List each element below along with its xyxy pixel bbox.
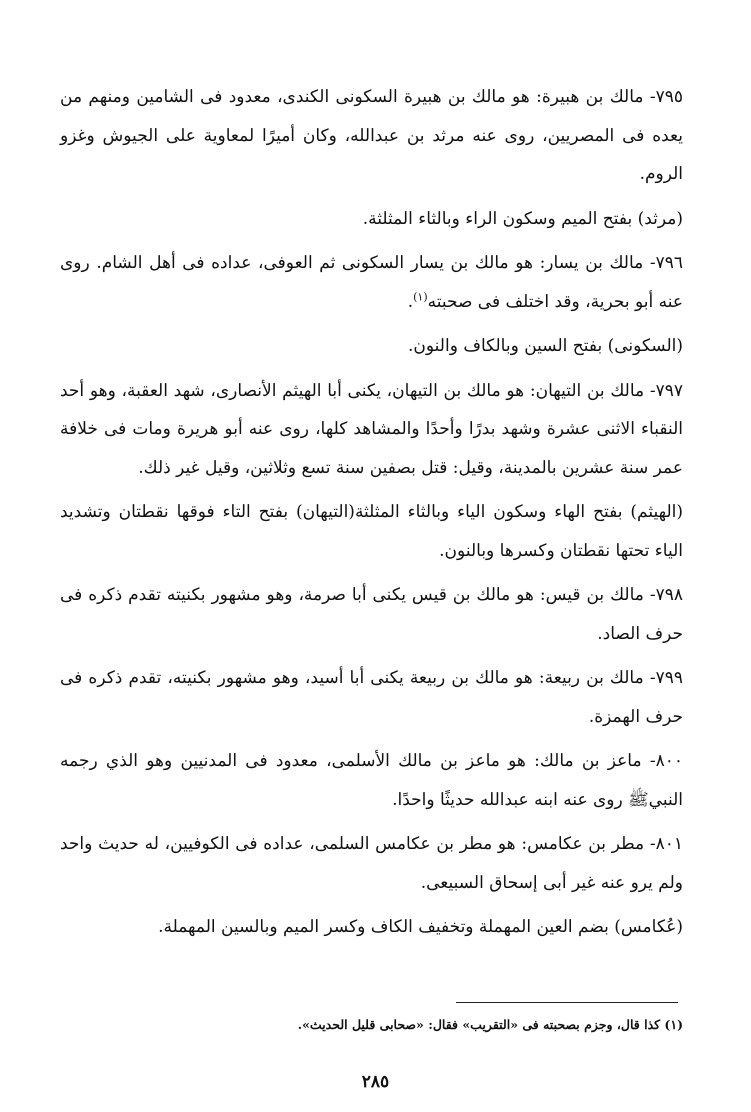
entry-796 bbox=[60, 244, 683, 321]
entry-800 bbox=[60, 742, 683, 819]
main-text bbox=[60, 78, 683, 953]
entry-note-text: (عُكامس) بضم العين المهملة وتخفيف الكاف وكسر الميم وبالسين المهملة. bbox=[158, 917, 683, 937]
footnote: (١) كذا قال، وجزم بصحبته فى «التقريب» فقال: «صحابى قليل الحديث». bbox=[297, 1017, 683, 1032]
entry-795-note bbox=[60, 200, 683, 239]
entry-note-text: (مرثد) بفتح الميم وسكون الراء وبالثاء المثلثة. bbox=[362, 208, 683, 229]
entry-text: هو مالك بن يسار السكونى ثم العوفى، عداده فى أهل الشام. روى عنه أبو بحرية، وقد اختلف فى صحبته bbox=[60, 253, 683, 312]
entry-heading: ٧٩٦- مالك بن يسار: bbox=[539, 253, 684, 273]
entry-796-note bbox=[60, 327, 683, 366]
page-number: ٢٨٥ bbox=[361, 1072, 390, 1092]
entry-795 bbox=[60, 78, 683, 194]
entry-heading: ٨٠١- مطر بن عكامس: bbox=[521, 834, 683, 854]
entry-heading: ٨٠٠- ماعز بن مالك: bbox=[534, 751, 683, 771]
entry-797 bbox=[60, 372, 683, 488]
entry-heading: ٧٩٩- مالك بن ربيعة: bbox=[538, 668, 683, 688]
entry-797-note bbox=[60, 493, 683, 570]
entry-text: هو مالك بن التيهان، يكنى أبا الهيثم الأنصارى، شهد العقبة، وهو أحد النقباء الاثنى عشرة وشهد بدرًا وأحدًا والمشاهد كلها، روى عنه أبو هريرة ومات فى خلافة عمر سنة عشرين بالمدينة، وقيل: قتل بصفين سنة تسع وثلاثين، وقيل غير ذلك. bbox=[60, 380, 683, 478]
entry-text-tail: . bbox=[407, 291, 414, 312]
footnote-divider bbox=[456, 1002, 678, 1003]
entry-text: هو مالك بن قيس يكنى أبا صرمة، وهو مشهور بكنيته تقدم ذكره فى حرف الصاد. bbox=[60, 585, 683, 644]
entry-note-text: (الهيثم) بفتح الهاء وسكون الياء وبالثاء المثلثة(التيهان) بفتح التاء فوقها نقطتان وتشديد الياء تحتها نقطتان وكسرها وبالنون. bbox=[60, 502, 683, 561]
entry-note-text: (السكونى) بفتح السين وبالكاف والنون. bbox=[408, 336, 683, 356]
entry-801-note bbox=[60, 908, 683, 947]
entry-heading: ٧٩٨- مالك بن قيس: bbox=[539, 585, 684, 605]
entry-text: هو مالك بن ربيعة يكنى أبا أسيد، وهو مشهور بكنيته، تقدم ذكره فى حرف الهمزة. bbox=[60, 668, 683, 727]
entry-text: هو مطر بن عكامس السلمى، عداده فى الكوفيين، له حديث واحد ولم يرو عنه غير أبى إسحاق السبيعى. bbox=[60, 834, 683, 893]
entry-text: هو ماعز بن مالك الأسلمى، معدود فى المدنيين وهو الذي رجمه النبيﷺ روى عنه ابنه عبدالله حديثًا واحدًا. bbox=[60, 751, 683, 810]
entry-799 bbox=[60, 659, 683, 736]
entry-text: هو مالك بن هبيرة السكونى الكندى، معدود فى الشامين ومنهم من يعده فى المصريين، روى عنه مرثد بن عبدالله، وكان أميرًا لمعاوية على الجيوش وغزو الروم. bbox=[60, 87, 683, 184]
entry-heading: ٧٩٥- مالك بن هبيرة: bbox=[536, 87, 683, 107]
entry-798 bbox=[60, 576, 683, 653]
footnote-ref[interactable]: (١) bbox=[413, 289, 428, 303]
entry-801 bbox=[60, 825, 683, 902]
entry-heading: ٧٩٧- مالك بن التيهان: bbox=[529, 380, 683, 401]
